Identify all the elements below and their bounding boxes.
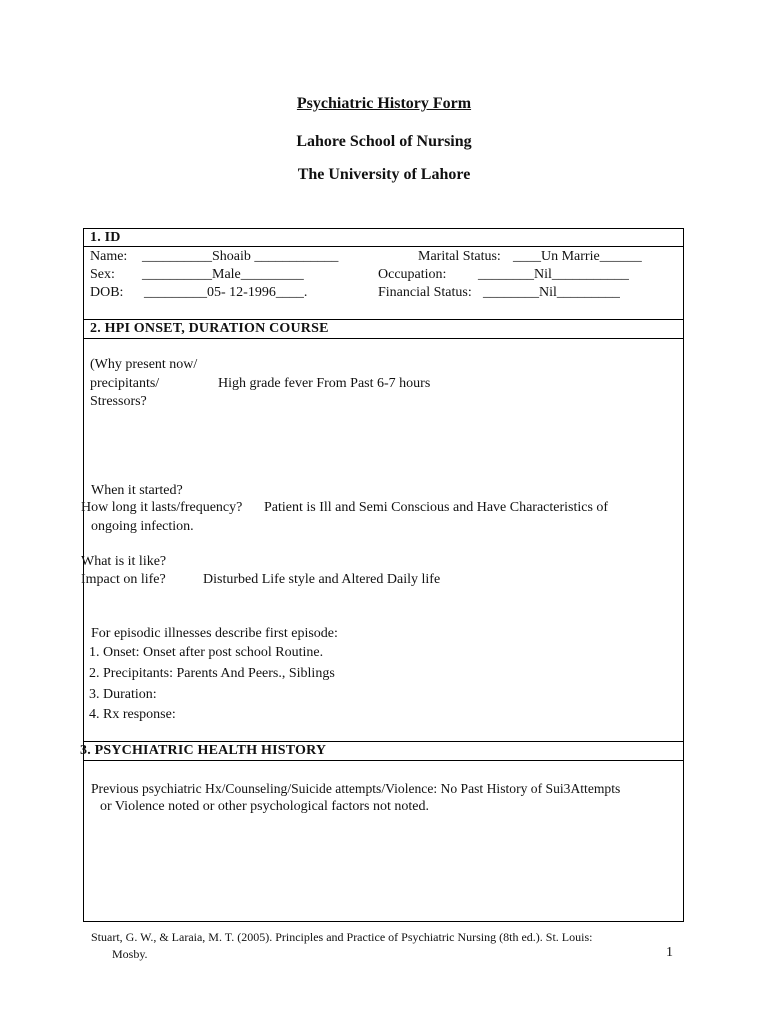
name-value: __________Shoaib ____________: [142, 249, 339, 264]
financial-status-value: ________Nil_________: [483, 285, 620, 300]
episode-item-onset: 1. Onset: Onset after post school Routine.: [89, 645, 324, 660]
dob-label: DOB:: [90, 285, 124, 300]
school-name: Lahore School of Nursing: [296, 133, 472, 150]
psych-history-answer-continued: or Violence noted or other psychological factors not noted.: [100, 799, 429, 814]
divider: [83, 319, 684, 320]
how-long-answer-continued: ongoing infection.: [91, 519, 194, 534]
divider: [83, 246, 684, 247]
episode-item-precipitants: 2. Precipitants: Parents And Peers., Siblings: [89, 666, 335, 681]
section-heading-id: 1. ID: [90, 230, 121, 245]
financial-status-label: Financial Status:: [378, 285, 472, 300]
divider: [83, 741, 684, 742]
sex-value: __________Male_________: [142, 267, 304, 282]
citation: Stuart, G. W., & Laraia, M. T. (2005). Principles and Practice of Psychiatric Nursing (8th ed.). St. Louis:: [91, 930, 593, 944]
section-heading-hpi: 2. HPI ONSET, DURATION COURSE: [90, 321, 329, 336]
occupation-label: Occupation:: [378, 267, 447, 282]
when-started-prompt: When it started?: [91, 483, 183, 498]
episode-item-duration: 3. Duration:: [89, 687, 157, 702]
form-title: Psychiatric History Form: [296, 95, 472, 112]
marital-status-label: Marital Status:: [418, 249, 501, 264]
section-heading-psych-history: 3. PSYCHIATRIC HEALTH HISTORY: [80, 743, 327, 758]
why-present-prompt: (Why present now/: [90, 357, 198, 372]
dob-value: _________05- 12-1996____.: [144, 285, 308, 300]
name-label: Name:: [90, 249, 128, 264]
sex-label: Sex:: [90, 267, 115, 282]
marital-status-value: ____Un Marrie______: [513, 249, 642, 264]
psych-history-answer: Previous psychiatric Hx/Counseling/Suicide attempts/Violence: No Past History of Sui3Attempts: [91, 781, 621, 796]
impact-answer: Disturbed Life style and Altered Daily life: [203, 572, 441, 587]
page-number: 1: [666, 945, 673, 960]
episode-item-rx-response: 4. Rx response:: [89, 707, 176, 722]
university-name: The University of Lahore: [297, 166, 471, 183]
how-long-answer: Patient is Ill and Semi Conscious and Have Characteristics of: [264, 500, 609, 515]
impact-prompt: Impact on life?: [81, 572, 166, 587]
divider: [83, 760, 684, 761]
how-long-prompt: How long it lasts/frequency?: [81, 500, 243, 515]
citation-continued: Mosby.: [112, 947, 148, 961]
occupation-value: ________Nil___________: [478, 267, 629, 282]
stressors-prompt: Stressors?: [90, 394, 147, 409]
precipitants-answer: High grade fever From Past 6-7 hours: [218, 376, 431, 391]
precipitants-prompt: precipitants/: [90, 376, 160, 391]
episodic-intro: For episodic illnesses describe first episode:: [91, 626, 338, 641]
what-like-prompt: What is it like?: [81, 554, 167, 569]
divider: [83, 338, 684, 339]
